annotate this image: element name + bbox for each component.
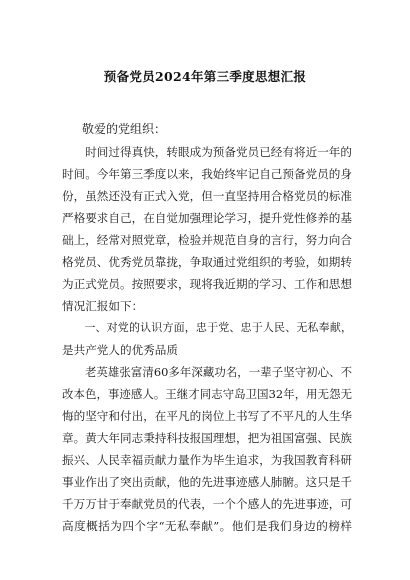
- body-line: 事业作出了突出贡献，他的先进事迹感人肺腑。这只是千: [62, 475, 352, 489]
- section-heading-line: 一、对党的认识方面，忠于党、忠于人民、无私奉献，: [62, 321, 352, 334]
- body-line: 情况汇报如下：: [62, 299, 144, 313]
- body-line: 老英雄张富清60多年深藏功名，一辈子坚守初心、不: [62, 365, 352, 379]
- body-line: 高度概括为四个字“无私奉献”。他们是我们身边的榜样: [62, 519, 352, 533]
- body-line: 改本色，事迹感人。王继才同志守岛卫国32年，用无怨无: [62, 387, 352, 401]
- body-line: 时间。今年第三季度以来，我始终牢记自己预备党员的身: [62, 167, 352, 181]
- document-title: 预备党员2024年第三季度思想汇报: [103, 69, 307, 84]
- body-line: 章。黄大年同志秉持科技报国理想，把为祖国富强、民族: [62, 431, 352, 445]
- body-line: 严格要求自己，在自觉加强理论学习，提升党性修养的基: [62, 211, 352, 225]
- body-line: 为正式党员。按照要求，现将我近期的学习、工作和思想: [62, 277, 352, 291]
- body-line: 时间过得真快，转眼成为预备党员已经有将近一年的: [62, 145, 352, 159]
- body-line: 悔的坚守和付出，在平凡的岗位上书写了不平凡的人生华: [62, 409, 352, 423]
- salutation: 敬爱的党组织：: [82, 122, 167, 136]
- body-line: 份，虽然还没有正式入党，但一直坚持用合格党员的标准: [62, 189, 352, 203]
- body-line: 格党员、优秀党员靠拢，争取通过党组织的考验，如期转: [62, 255, 352, 269]
- section-heading-line: 是共产党人的优秀品质: [62, 343, 178, 357]
- body-line: 础上，经常对照党章，检验并规范自身的言行，努力向合: [62, 233, 352, 247]
- body-line: 振兴、人民幸福贡献力量作为毕生追求，为我国教育科研: [62, 453, 352, 467]
- body-line: 千万万甘于奉献党员的代表，一个个感人的先进事迹，可: [62, 497, 352, 511]
